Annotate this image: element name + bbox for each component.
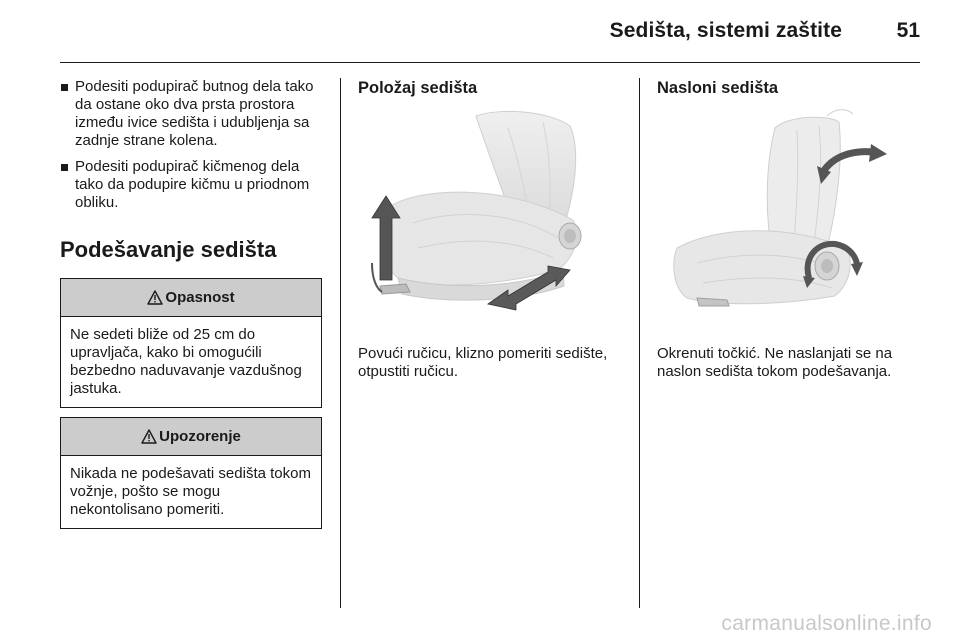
seat-backrest-illustration [657,108,923,318]
page-number: 51 [896,19,920,42]
warning-notice-title: Upozorenje [159,428,241,445]
danger-notice-title: Opasnost [165,289,235,306]
bullet-square-icon [61,84,68,91]
warning-triangle-icon [147,290,163,305]
warning-notice-body: Nikada ne podešavati sedišta tokom vožnje, pošto se mogu nekontolisano pomeriti. [70,465,311,518]
seat-position-illustration [358,108,624,318]
right-column [657,78,923,381]
bullet-text: Podesiti podupirač kičmenog dela tako da podupire kičmu u priodnom obliku. [75,158,310,211]
danger-notice-header [61,279,321,317]
page-title: Sedišta, sistemi zaštite [609,19,842,42]
seat-position-title: Položaj sedišta [358,79,478,97]
middle-column [358,78,624,381]
header-divider [60,62,920,63]
warning-notice [60,417,322,529]
column-divider-2 [639,78,640,608]
section-title: Podešavanje sedišta [60,237,277,262]
column-divider-1 [340,78,341,608]
bullet-text: Podesiti podupirač butnog dela tako da ostane oko dva prsta prostora između ivice sedišta i udubljenja sa zadnje strane kolena. [75,78,314,149]
bullet-square-icon [61,164,68,171]
seat-backrest-title: Nasloni sedišta [657,79,779,97]
seat-position-caption: Povući ručicu, klizno pomeriti sedište, otpustiti ručicu. [358,345,608,380]
watermark: carmanualsonline.info [721,612,932,635]
list-item [60,158,326,212]
bullet-list [60,78,326,212]
list-item [60,78,326,150]
warning-notice-header [61,418,321,456]
left-column [60,78,326,529]
seat-backrest-caption: Okrenuti točkić. Ne naslanjati se na naslon sedišta tokom podešavanja. [657,345,893,380]
danger-notice [60,278,322,408]
danger-notice-body: Ne sedeti bliže od 25 cm do upravljača, kako bi omogućili bezbedno naduvavanje vazdušnog jastuka. [70,326,302,397]
warning-triangle-icon [141,429,157,444]
